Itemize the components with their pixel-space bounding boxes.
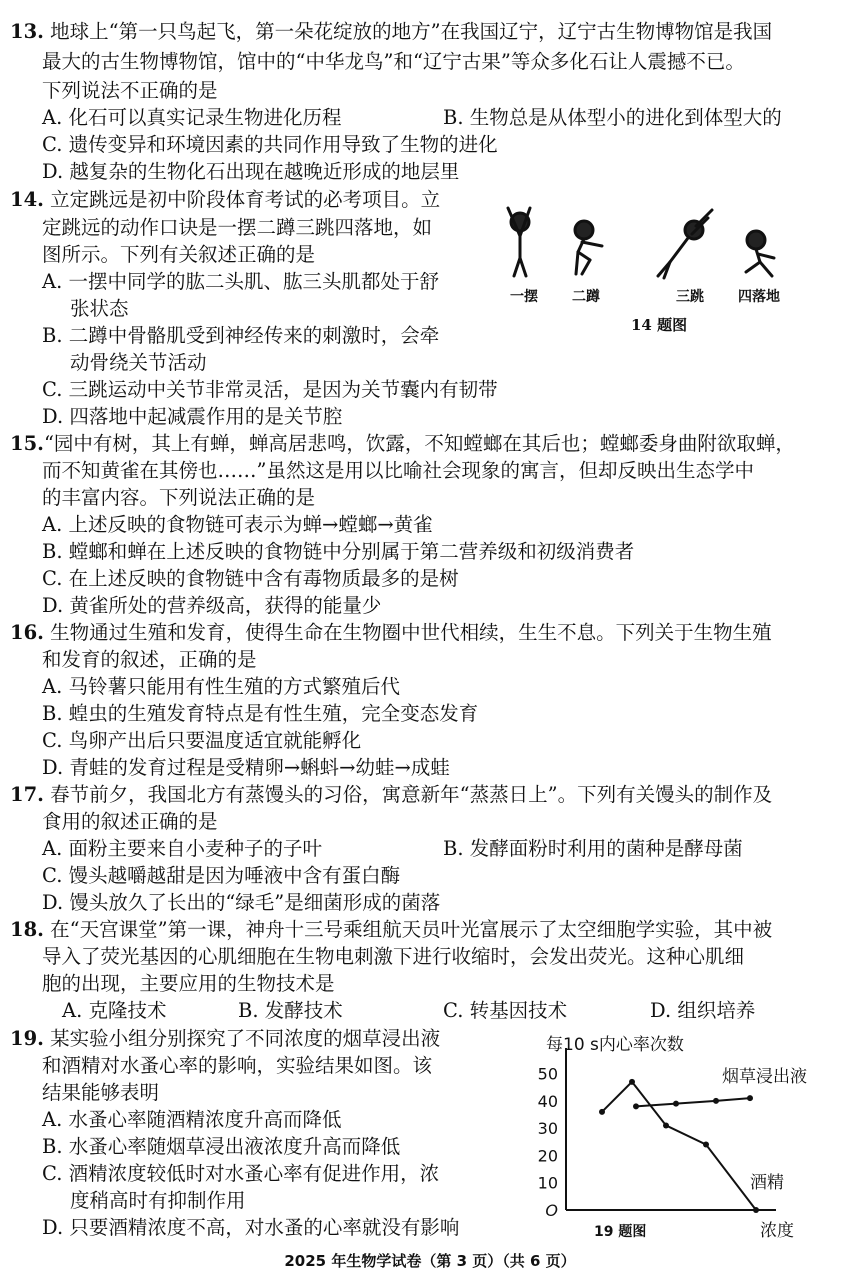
swing-figure [508, 208, 530, 276]
squat-figure [575, 221, 602, 274]
jump-figure [658, 210, 712, 278]
q13-stem-line-1: 13. 地球上“第一只鸟起飞，第一朵花绽放的地方”在我国辽宁，辽宁古生物博物馆是我国 [10, 20, 773, 43]
data-point [629, 1079, 635, 1085]
y-tick-label: 50 [537, 1064, 558, 1084]
q16-stem-line-1: 16. 生物通过生殖和发育，使得生命在生物圈中世代相续，生生不息。下列关于生物生殖 [10, 621, 772, 644]
q19-stem-line-1: 19. 某实验小组分别探究了不同浓度的烟草浸出液 [10, 1027, 441, 1050]
q13-stem-line-2: 最大的古生物博物馆，馆中的“中华龙鸟”和“辽宁古果”等众多化石让人震撼不已。 [42, 50, 745, 73]
y-tick-label: 40 [537, 1091, 558, 1111]
q18-option-c: C. 转基因技术 [443, 999, 568, 1022]
q13-stem-line-3: 下列说法不正确的是 [42, 79, 218, 102]
q15-option-d: D. 黄雀所处的营养级高，获得的能量少 [42, 594, 382, 617]
q15-option-a: A. 上述反映的食物链可表示为蝉→螳螂→黄雀 [42, 513, 433, 536]
q15-option-b: B. 螳螂和蝉在上述反映的食物链中分别属于第二营养级和初级消费者 [42, 540, 635, 563]
land-figure [746, 231, 774, 276]
data-point [703, 1142, 709, 1148]
q17-number: 17. [10, 783, 44, 806]
y-tick-label: O [545, 1201, 558, 1220]
q16-stem-line-2: 和发育的叙述，正确的是 [42, 648, 257, 671]
q18-stem-line-1: 18. 在“天宫课堂”第一课，神舟十三号乘组航天员叶光富展示了太空细胞学实验，其中被 [10, 918, 773, 941]
q19-option-c: C. 酒精浓度较低时对水蚤心率有促进作用，浓 [42, 1162, 440, 1185]
q14-figure-title: 14 题图 [631, 316, 688, 334]
q18-option-a: A. 克隆技术 [62, 999, 167, 1022]
data-point [713, 1098, 719, 1104]
y-axis-label: 每10 s内心率次数 [546, 1035, 684, 1055]
q17-option-a: A. 面粉主要来自小麦种子的子叶 [42, 837, 322, 860]
q19-option-d: D. 只要酒精浓度不高，对水蚤的心率就没有影响 [42, 1216, 460, 1239]
q17-stem-line-2: 食用的叙述正确的是 [42, 810, 218, 833]
q13-option-d: D. 越复杂的生物化石出现在越晚近形成的地层里 [42, 160, 460, 183]
q18-option-d: D. 组织培养 [650, 999, 756, 1022]
q15-option-c: C. 在上述反映的食物链中含有毒物质最多的是树 [42, 567, 459, 590]
y-tick-label: 30 [537, 1119, 558, 1139]
figure-caption-jump: 三跳 [676, 289, 704, 305]
q18-number: 18. [10, 918, 44, 941]
q19-option-b: B. 水蚤心率随烟草浸出液浓度升高而降低 [42, 1135, 401, 1158]
q14-option-b-cont: 动骨绕关节活动 [70, 351, 207, 374]
series-label-alcohol: 酒精 [750, 1173, 784, 1194]
figure-caption-land: 四落地 [738, 289, 780, 305]
q15-number: 15. [10, 432, 44, 455]
q14-stem-line-2: 定跳远的动作口诀是一摆二蹲三跳四落地，如 [42, 216, 433, 239]
q17-option-d: D. 馒头放久了长出的“绿毛”是细菌形成的菌落 [42, 891, 441, 914]
q19-number: 19. [10, 1027, 44, 1050]
q16-option-b: B. 蝗虫的生殖发育特点是有性生殖，完全变态发育 [42, 702, 479, 725]
figure-caption-swing: 一摆 [510, 289, 538, 305]
q16-option-c: C. 鸟卵产出后只要温度适宜就能孵化 [42, 729, 362, 752]
q16-option-d: D. 青蛙的发育过程是受精卵→蝌蚪→幼蛙→成蛙 [42, 756, 450, 779]
q14-option-a-cont: 张状态 [70, 297, 129, 320]
q14-number: 14. [10, 188, 44, 211]
data-point [673, 1101, 679, 1107]
data-point [599, 1109, 605, 1115]
q14-stem-line-3: 图所示。下列有关叙述正确的是 [42, 243, 316, 266]
y-tick-label: 20 [537, 1146, 558, 1166]
q15-stem-line-3: 的丰富内容。下列说法正确的是 [42, 486, 316, 509]
heart-rate-chart [518, 1030, 818, 1246]
q16-number: 16. [10, 621, 44, 644]
q17-option-c: C. 馒头越嚼越甜是因为唾液中含有蛋白酶 [42, 864, 401, 887]
data-point [663, 1122, 669, 1128]
figure-caption-squat: 二蹲 [572, 289, 600, 305]
q13-option-a: A. 化石可以真实记录生物进化历程 [42, 106, 342, 129]
q14-stem-line-1: 14. 立定跳远是初中阶段体育考试的必考项目。立 [10, 188, 441, 211]
data-point [747, 1095, 753, 1101]
q19-stem-line-2: 和酒精对水蚤心率的影响，实验结果如图。该 [42, 1054, 433, 1077]
q15-stem-line-1: 15.“园中有树，其上有蝉，蝉高居悲鸣，饮露，不知螳螂在其后也；螳螂委身曲附欲取蝉， [10, 432, 795, 455]
q15-stem-line-2: 而不知黄雀在其傍也……”虽然这是用以比喻社会现象的寓言，但却反映出生态学中 [42, 459, 754, 482]
q17-stem-line-1: 17. 春节前夕，我国北方有蒸馒头的习俗，寓意新年“蒸蒸日上”。下列有关馒头的制作及 [10, 783, 773, 806]
q18-stem-line-3: 胞的出现，主要应用的生物技术是 [42, 972, 335, 995]
series-line-alcohol [602, 1082, 756, 1210]
x-axis-label: 浓度 [760, 1221, 794, 1241]
series-line-tobacco [636, 1098, 750, 1106]
long-jump-figures-illustration [498, 200, 808, 300]
q19-chart [518, 1030, 818, 1246]
q14-option-c: C. 三跳运动中关节非常灵活，是因为关节囊内有韧带 [42, 378, 498, 401]
data-point [633, 1103, 639, 1109]
q19-stem-line-3: 结果能够表明 [42, 1081, 160, 1104]
data-point [753, 1207, 759, 1213]
q14-option-b: B. 二蹲中骨骼肌受到神经传来的刺激时，会牵 [42, 324, 440, 347]
q16-option-a: A. 马铃薯只能用有性生殖的方式繁殖后代 [42, 675, 400, 698]
q19-option-a: A. 水蚤心率随酒精浓度升高而降低 [42, 1108, 342, 1131]
q14-figure [498, 200, 808, 340]
y-tick-label: 10 [537, 1173, 558, 1193]
q19-option-c-cont: 度稍高时有抑制作用 [70, 1189, 246, 1212]
q13-option-c: C. 遗传变异和环境因素的共同作用导致了生物的进化 [42, 133, 498, 156]
page-footer: 2025 年生物学试卷（第 3 页）（共 6 页） [284, 1252, 576, 1270]
q17-option-b: B. 发酵面粉时利用的菌种是酵母菌 [443, 837, 743, 860]
chart-title: 19 题图 [594, 1224, 647, 1240]
q13-number: 13. [10, 20, 44, 43]
q13-option-b: B. 生物总是从体型小的进化到体型大的 [443, 106, 782, 129]
series-label-tobacco: 烟草浸出液 [722, 1066, 807, 1087]
q18-stem-line-2: 导入了荧光基因的心肌细胞在生物电刺激下进行收缩时，会发出荧光。这种心肌细 [42, 945, 745, 968]
q18-option-b: B. 发酵技术 [238, 999, 343, 1022]
q14-option-d: D. 四落地中起减震作用的是关节腔 [42, 405, 343, 428]
q14-option-a: A. 一摆中同学的肱二头肌、肱三头肌都处于舒 [42, 270, 439, 293]
